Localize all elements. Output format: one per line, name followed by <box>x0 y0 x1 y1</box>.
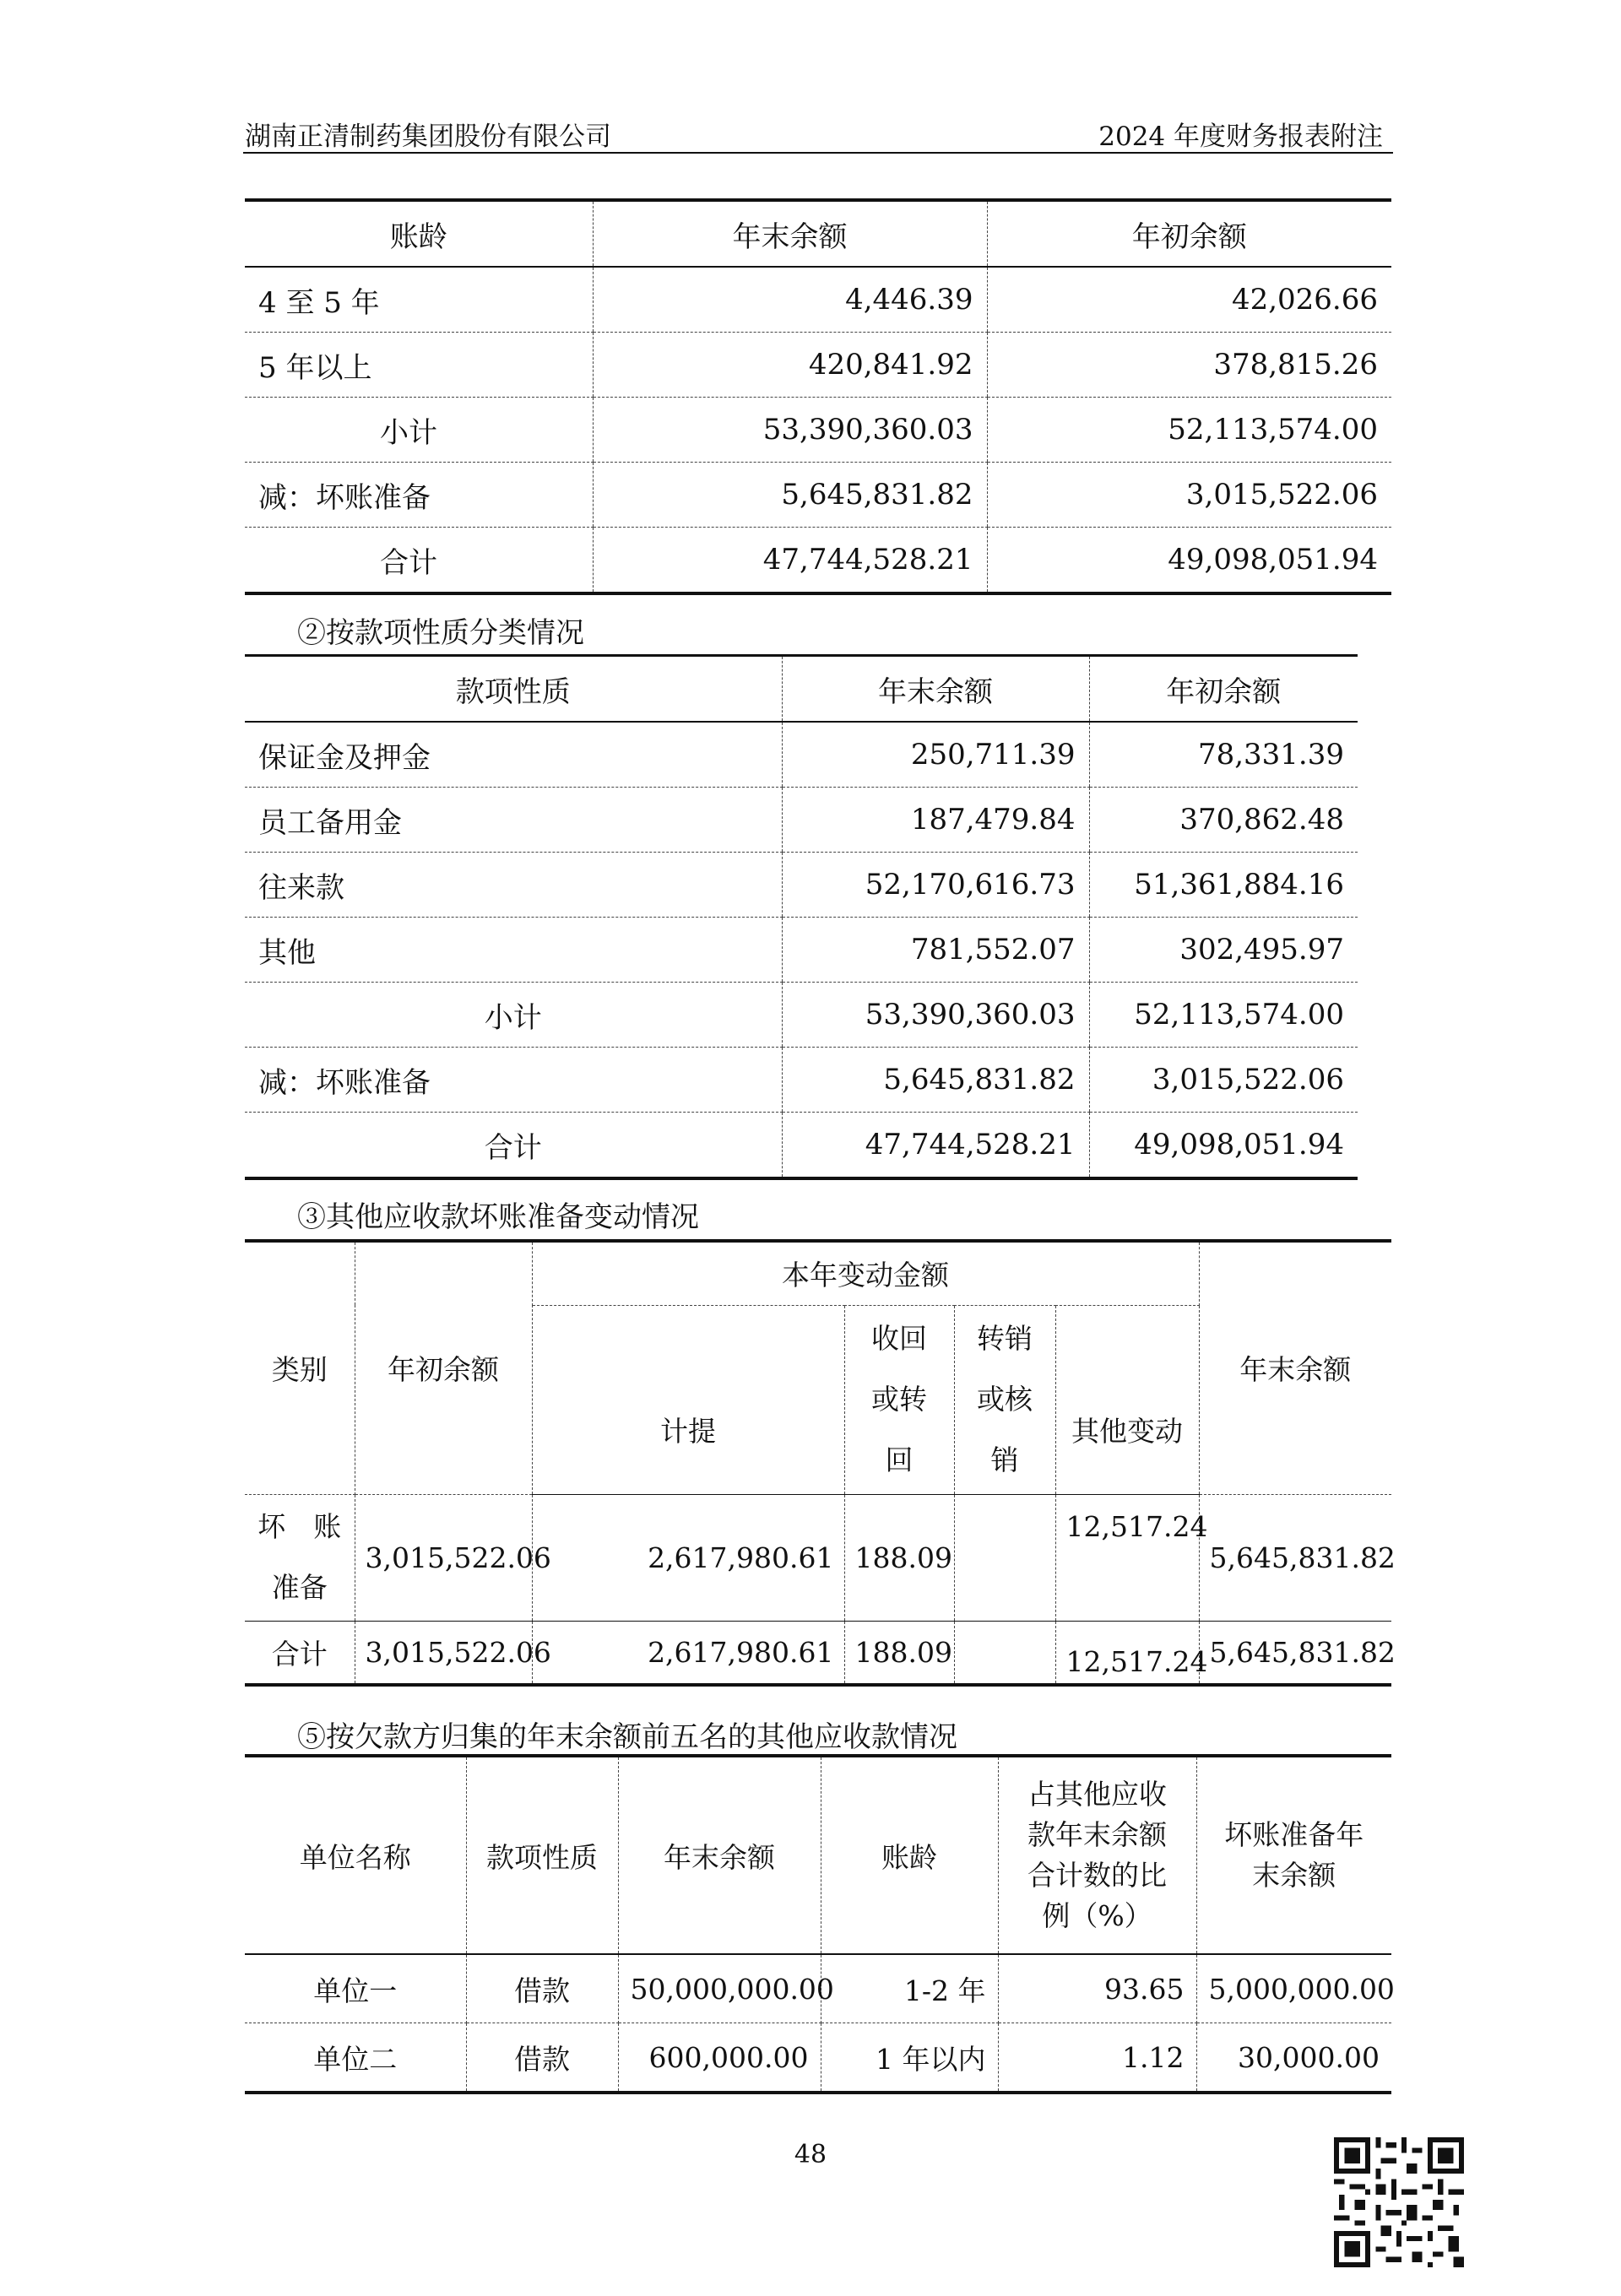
section-title: ③其他应收款坏账准备变动情况 <box>297 1200 699 1234</box>
unit-name: 单位二 <box>245 2023 466 2093</box>
table-row <box>245 722 1358 788</box>
header-writeoff <box>954 1305 1055 1494</box>
row-label: 4 至 5 年 <box>245 267 593 333</box>
table-row <box>245 528 1391 594</box>
row-label: 合计 <box>245 1113 782 1179</box>
row-label: 小计 <box>245 983 782 1048</box>
provision-balance: 5,000,000.00 <box>1196 1954 1391 2023</box>
header-cell: 账龄 <box>245 200 593 267</box>
table-row <box>245 2023 1391 2093</box>
closing-balance: 250,711.39 <box>782 722 1089 788</box>
aging: 1 年以内 <box>821 2023 998 2093</box>
other-change: 12,517.24 <box>1055 1494 1199 1621</box>
recover-amount: 188.09 <box>844 1494 954 1621</box>
header-rule <box>243 152 1393 154</box>
top5-table <box>245 1754 1395 2094</box>
header-change-group: 本年变动金额 <box>532 1241 1199 1305</box>
closing-balance: 5,645,831.82 <box>1199 1494 1391 1621</box>
table-row <box>245 788 1358 853</box>
provision-balance: 30,000.00 <box>1196 2023 1391 2093</box>
closing-balance: 53,390,360.03 <box>782 983 1089 1048</box>
header-accrue: 计提 <box>532 1305 844 1494</box>
row-label-line: 坏 账 <box>258 1510 342 1543</box>
table-row <box>245 918 1358 983</box>
opening-balance: 370,862.48 <box>1089 788 1358 853</box>
header-provision <box>1196 1756 1391 1954</box>
opening-balance: 78,331.39 <box>1089 722 1358 788</box>
table-row <box>245 1494 1391 1621</box>
unit-name: 单位一 <box>245 1954 466 2023</box>
table-row <box>245 333 1391 398</box>
header-ratio-line: 占其他应收 <box>1027 1778 1167 1811</box>
opening-balance: 3,015,522.06 <box>987 463 1391 528</box>
closing-balance: 5,645,831.82 <box>1199 1621 1391 1685</box>
aging-table <box>245 198 1391 595</box>
opening-balance: 49,098,051.94 <box>987 528 1391 594</box>
header-cell: 年初余额 <box>987 200 1391 267</box>
closing-balance: 5,645,831.82 <box>782 1048 1089 1113</box>
table-row <box>245 1048 1358 1113</box>
header-writeoff-line: 转销 <box>977 1322 1033 1355</box>
row-label: 减：坏账准备 <box>245 1048 782 1113</box>
header-cell: 款项性质 <box>245 656 782 723</box>
table-row <box>245 1113 1358 1179</box>
closing-balance: 187,479.84 <box>782 788 1089 853</box>
writeoff-amount <box>954 1494 1055 1621</box>
header-cell: 账龄 <box>821 1756 998 1954</box>
table-row <box>245 398 1391 463</box>
opening-balance: 52,113,574.00 <box>1089 983 1358 1048</box>
closing-balance: 420,841.92 <box>593 333 987 398</box>
opening-balance: 49,098,051.94 <box>1089 1113 1358 1179</box>
closing-balance: 52,170,616.73 <box>782 853 1089 918</box>
header-provision-line: 坏账准备年 <box>1224 1818 1364 1851</box>
header-cell: 款项性质 <box>466 1756 618 1954</box>
header-ratio-line: 款年末余额 <box>1027 1818 1167 1851</box>
header-ratio <box>998 1756 1196 1954</box>
opening-balance: 3,015,522.06 <box>355 1621 532 1685</box>
header-provision-line: 末余额 <box>1252 1859 1336 1892</box>
nature-table <box>245 654 1358 1180</box>
opening-balance: 52,113,574.00 <box>987 398 1391 463</box>
table-row <box>245 853 1358 918</box>
row-label: 合计 <box>245 1621 355 1685</box>
row-label: 小计 <box>245 398 593 463</box>
header-cell: 年末余额 <box>782 656 1089 723</box>
opening-balance: 3,015,522.06 <box>355 1494 532 1621</box>
closing-balance: 53,390,360.03 <box>593 398 987 463</box>
row-label: 合计 <box>245 528 593 594</box>
qr-code-icon <box>1334 2137 1464 2267</box>
closing-balance: 600,000.00 <box>618 2023 821 2093</box>
row-label: 往来款 <box>245 853 782 918</box>
accrue-amount: 2,617,980.61 <box>532 1621 844 1685</box>
company-name: 湖南正清制药集团股份有限公司 <box>245 122 611 152</box>
closing-balance: 4,446.39 <box>593 267 987 333</box>
table-row <box>245 463 1391 528</box>
writeoff-amount <box>954 1621 1055 1685</box>
header-recover <box>844 1305 954 1494</box>
nature: 借款 <box>466 1954 618 2023</box>
opening-balance: 51,361,884.16 <box>1089 853 1358 918</box>
nature: 借款 <box>466 2023 618 2093</box>
table-row <box>245 267 1391 333</box>
row-label: 保证金及押金 <box>245 722 782 788</box>
closing-balance: 781,552.07 <box>782 918 1089 983</box>
opening-balance: 3,015,522.06 <box>1089 1048 1358 1113</box>
header-recover-line: 或转 <box>871 1383 927 1416</box>
ratio: 1.12 <box>998 2023 1196 2093</box>
recover-amount: 188.09 <box>844 1621 954 1685</box>
header-ratio-line: 合计数的比 <box>1027 1859 1167 1892</box>
row-label: 5 年以上 <box>245 333 593 398</box>
other-change: 12,517.24 <box>1055 1621 1199 1685</box>
aging: 1-2 年 <box>821 1954 998 2023</box>
row-label: 员工备用金 <box>245 788 782 853</box>
header-opening: 年初余额 <box>355 1241 532 1494</box>
header-ratio-line: 例（%） <box>1042 1899 1152 1932</box>
header-closing: 年末余额 <box>1199 1241 1391 1494</box>
accrue-amount: 2,617,980.61 <box>532 1494 844 1621</box>
provision-table <box>245 1239 1396 1687</box>
closing-balance: 47,744,528.21 <box>593 528 987 594</box>
row-label <box>245 1494 355 1621</box>
header-category: 类别 <box>245 1241 355 1494</box>
section-title: ⑤按欠款方归集的年末余额前五名的其他应收款情况 <box>297 1720 957 1754</box>
opening-balance: 302,495.97 <box>1089 918 1358 983</box>
page-number: 48 <box>794 2140 827 2169</box>
closing-balance: 50,000,000.00 <box>618 1954 821 2023</box>
header-cell: 年末余额 <box>618 1756 821 1954</box>
header-cell: 单位名称 <box>245 1756 466 1954</box>
header-cell: 年末余额 <box>593 200 987 267</box>
header-writeoff-line: 或核 <box>977 1383 1033 1416</box>
row-label-line: 准备 <box>271 1571 328 1604</box>
closing-balance: 47,744,528.21 <box>782 1113 1089 1179</box>
table-row <box>245 983 1358 1048</box>
header-other: 其他变动 <box>1055 1305 1199 1494</box>
section-title: ②按款项性质分类情况 <box>297 616 584 650</box>
ratio: 93.65 <box>998 1954 1196 2023</box>
table-row <box>245 1621 1391 1685</box>
row-label: 其他 <box>245 918 782 983</box>
opening-balance: 378,815.26 <box>987 333 1391 398</box>
report-title: 2024 年度财务报表附注 <box>1098 122 1383 152</box>
header-recover-line: 收回 <box>871 1322 927 1355</box>
row-label: 减：坏账准备 <box>245 463 593 528</box>
header-cell: 年初余额 <box>1089 656 1358 723</box>
header-writeoff-line: 销 <box>990 1443 1019 1476</box>
closing-balance: 5,645,831.82 <box>593 463 987 528</box>
opening-balance: 42,026.66 <box>987 267 1391 333</box>
header-recover-line: 回 <box>885 1443 914 1476</box>
table-row <box>245 1954 1391 2023</box>
